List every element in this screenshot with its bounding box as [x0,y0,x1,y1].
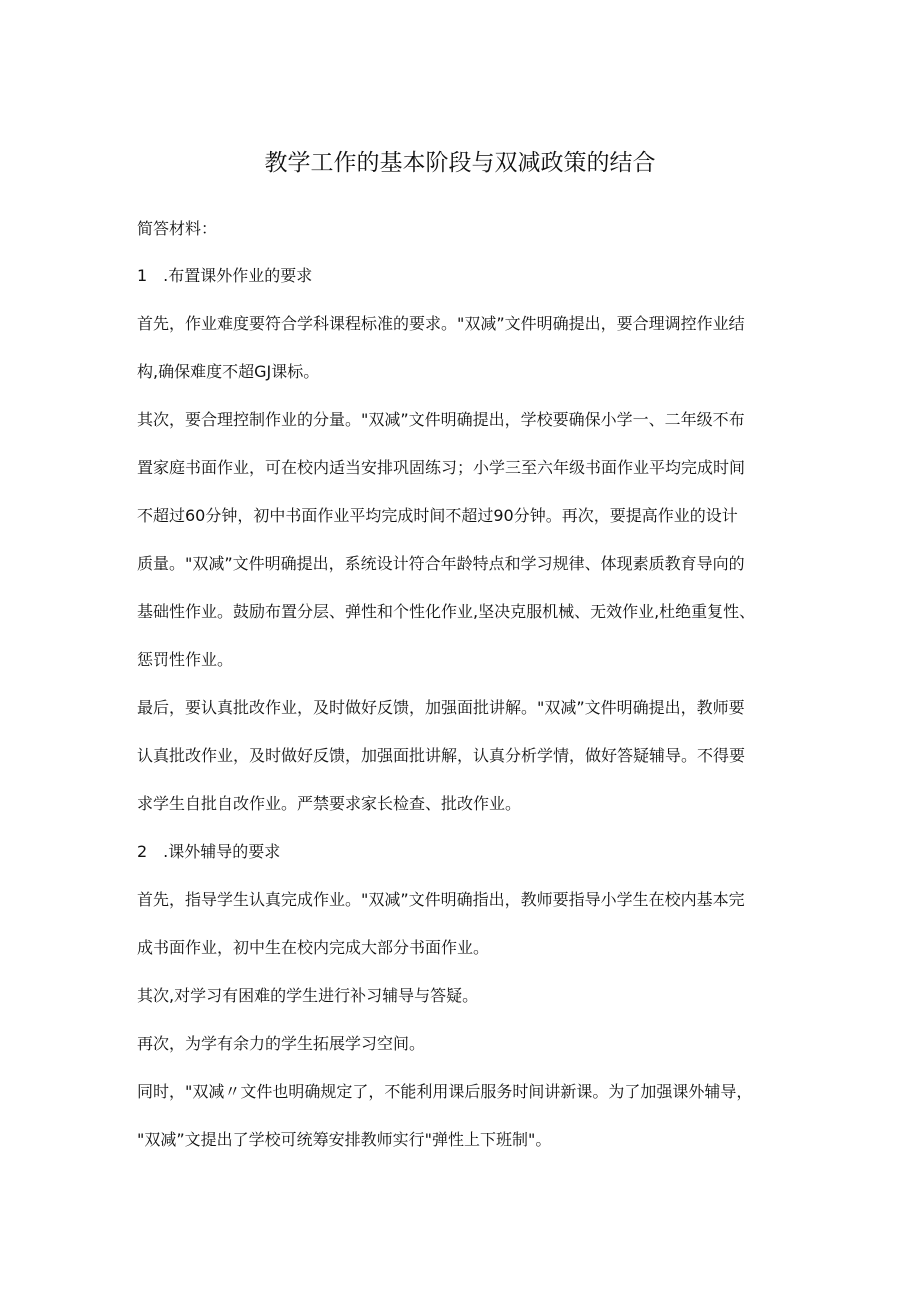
paragraph-line: 首先，指导学生认真完成作业。"双减”文件明确指出，教师要指导小学生在校内基本完 [137,890,745,909]
paragraph-line: 成书面作业，初中生在校内完成大部分书面作业。 [137,938,490,957]
paragraph-line: 不超过60分钟，初中书面作业平均完成时间不超过90分钟。再次，要提高作业的设计 [137,506,738,525]
paragraph-line: 惩罚性作业。 [137,650,234,669]
paragraph-line: 求学生自批自改作业。严禁要求家长检查、批改作业。 [137,794,522,813]
paragraph-line: 首先，作业难度要符合学科课程标准的要求。"双减”文件明确提出，要合理调控作业结 [137,314,745,333]
paragraph-line: 构,确保难度不超GJ课标。 [137,362,320,381]
paragraph-line: 其次，要合理控制作业的分量。"双减”文件明确提出，学校要确保小学一、二年级不布 [137,410,745,429]
document-body [137,214,797,1155]
document-title: 教学工作的基本阶段与双减政策的结合 [264,150,656,176]
paragraph-line: 其次,对学习有困难的学生进行补习辅导与答疑。 [137,986,479,1005]
paragraph-line: 最后，要认真批改作业，及时做好反馈，加强面批讲解。"双减”文件明确提出，教师要 [137,698,745,717]
paragraph-line: 认真批改作业，及时做好反馈，加强面批讲解，认真分析学情，做好答疑辅导。不得要 [137,746,746,765]
paragraph-line: 同时，"双减〃文件也明确规定了，不能利用课后服务时间讲新课。为了加强课外辅导， [137,1082,753,1101]
section-heading-tutoring: 2 .课外辅导的要求 [137,842,281,861]
paragraph-line: 基础性作业。鼓励布置分层、弹性和个性化作业,坚决克服机械、无效作业,杜绝重复性、 [137,602,756,621]
paragraph-line: "双减”文提出了学校可统筹安排教师实行"弹性上下班制"。 [137,1130,552,1149]
paragraph-line: 置家庭书面作业，可在校内适当安排巩固练习；小学三至六年级书面作业平均完成时间 [137,458,746,477]
section-intro-label: 简答材料： [137,219,218,238]
paragraph-line: 再次，为学有余力的学生拓展学习空间。 [137,1034,426,1053]
paragraph-line: 质量。"双减”文件明确提出，系统设计符合年龄特点和学习规律、体现素质教育导向的 [137,554,745,573]
section-heading-homework: 1 .布置课外作业的要求 [137,266,313,285]
